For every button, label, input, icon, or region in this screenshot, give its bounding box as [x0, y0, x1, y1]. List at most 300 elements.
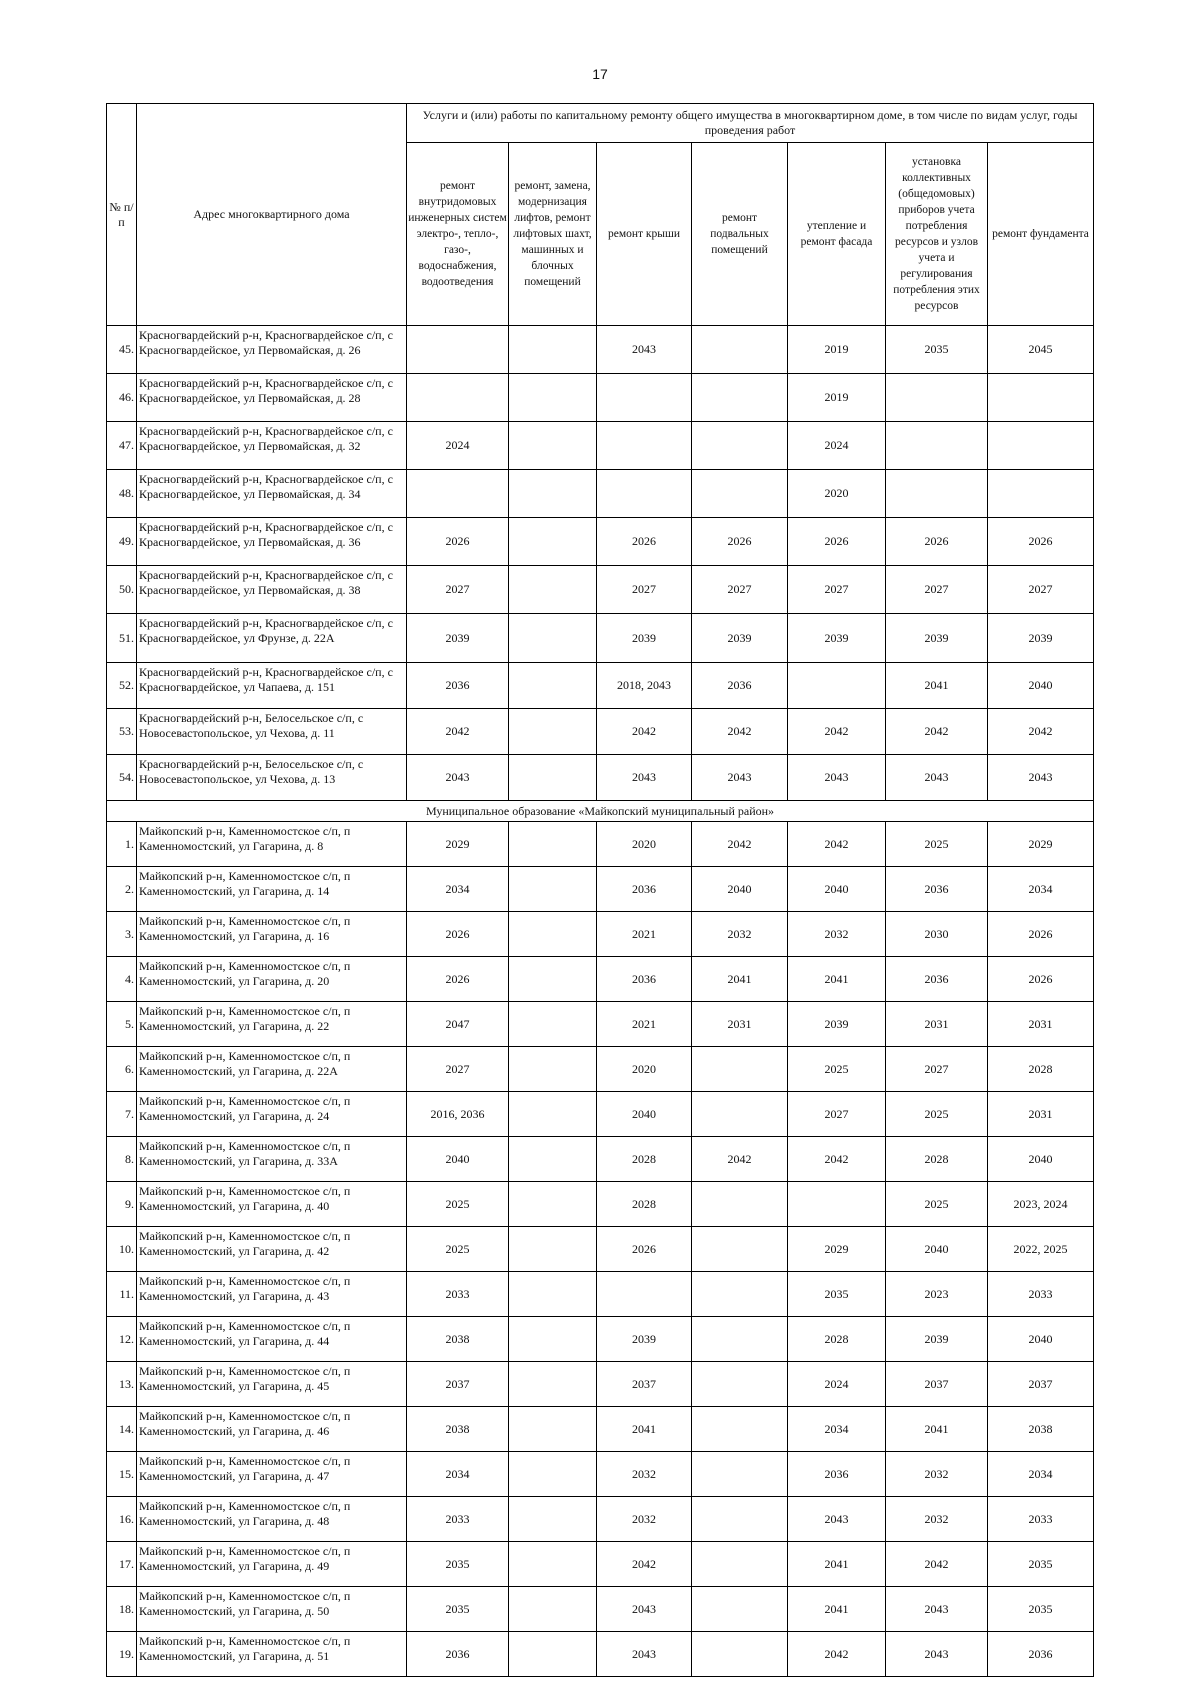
cell-foundation: 2031 — [988, 1002, 1094, 1047]
cell-basement — [692, 1497, 788, 1542]
cell-engineering-systems: 2034 — [407, 1452, 509, 1497]
cell-roof: 2021 — [597, 1002, 692, 1047]
cell-basement: 2042 — [692, 709, 788, 755]
cell-foundation: 2038 — [988, 1407, 1094, 1452]
cell-engineering-systems — [407, 326, 509, 374]
cell-foundation: 2040 — [988, 663, 1094, 709]
section-row — [107, 801, 1094, 822]
row-number: 15. — [107, 1452, 137, 1497]
cell-engineering-systems: 2025 — [407, 1227, 509, 1272]
cell-facade: 2039 — [788, 614, 886, 663]
cell-foundation: 2043 — [988, 755, 1094, 801]
cell-engineering-systems: 2024 — [407, 422, 509, 470]
row-address: Майкопский р-н, Каменномостское с/п, п Каменномостский, ул Гагарина, д. 43 — [137, 1272, 407, 1317]
cell-meters: 2036 — [886, 957, 988, 1002]
cell-elevators — [509, 1407, 597, 1452]
cell-foundation: 2022, 2025 — [988, 1227, 1094, 1272]
cell-basement: 2032 — [692, 912, 788, 957]
row-number: 3. — [107, 912, 137, 957]
header-facade: утепление и ремонт фасада — [788, 143, 886, 326]
cell-basement — [692, 1182, 788, 1227]
cell-roof: 2036 — [597, 867, 692, 912]
cell-meters: 2026 — [886, 518, 988, 566]
table-row — [107, 912, 1094, 957]
cell-engineering-systems: 2026 — [407, 912, 509, 957]
row-address: Красногвардейский р-н, Белосельское с/п, с Новосевастопольское, ул Чехова, д. 13 — [137, 755, 407, 801]
cell-foundation: 2026 — [988, 912, 1094, 957]
cell-basement: 2042 — [692, 822, 788, 867]
cell-basement — [692, 470, 788, 518]
header-basement: ремонт подвальных помещений — [692, 143, 788, 326]
cell-elevators — [509, 1452, 597, 1497]
cell-facade: 2025 — [788, 1047, 886, 1092]
cell-meters: 2032 — [886, 1497, 988, 1542]
table-row — [107, 374, 1094, 422]
cell-facade: 2040 — [788, 867, 886, 912]
table-row — [107, 518, 1094, 566]
cell-facade: 2035 — [788, 1272, 886, 1317]
cell-roof: 2028 — [597, 1137, 692, 1182]
cell-meters: 2037 — [886, 1362, 988, 1407]
cell-meters — [886, 374, 988, 422]
cell-basement: 2042 — [692, 1137, 788, 1182]
row-address: Майкопский р-н, Каменномостское с/п, п Каменномостский, ул Гагарина, д. 42 — [137, 1227, 407, 1272]
cell-foundation: 2040 — [988, 1317, 1094, 1362]
cell-elevators — [509, 957, 597, 1002]
cell-basement — [692, 1092, 788, 1137]
table-row — [107, 1497, 1094, 1542]
row-address: Красногвардейский р-н, Красногвардейское с/п, с Красногвардейское, ул Чапаева, д. 151 — [137, 663, 407, 709]
cell-foundation: 2045 — [988, 326, 1094, 374]
row-number: 52. — [107, 663, 137, 709]
table-row — [107, 1227, 1094, 1272]
header-engineering-systems: ремонт внутридомовых инженерных систем электро-, тепло-, газо-, водоснабжения, водоотведения — [407, 143, 509, 326]
cell-roof: 2020 — [597, 1047, 692, 1092]
cell-foundation: 2035 — [988, 1542, 1094, 1587]
row-address: Майкопский р-н, Каменномостское с/п, п Каменномостский, ул Гагарина, д. 48 — [137, 1497, 407, 1542]
cell-facade: 2042 — [788, 822, 886, 867]
table-row — [107, 1002, 1094, 1047]
cell-roof: 2042 — [597, 709, 692, 755]
cell-elevators — [509, 755, 597, 801]
table-row — [107, 1317, 1094, 1362]
cell-engineering-systems: 2037 — [407, 1362, 509, 1407]
page-number: 17 — [592, 66, 608, 82]
cell-facade: 2024 — [788, 1362, 886, 1407]
row-address: Красногвардейский р-н, Красногвардейское с/п, с Красногвардейское, ул Первомайская, д. 32 — [137, 422, 407, 470]
cell-meters: 2036 — [886, 867, 988, 912]
row-address: Майкопский р-н, Каменномостское с/п, п Каменномостский, ул Гагарина, д. 47 — [137, 1452, 407, 1497]
row-address: Майкопский р-н, Каменномостское с/п, п Каменномостский, ул Гагарина, д. 22А — [137, 1047, 407, 1092]
cell-foundation — [988, 470, 1094, 518]
row-number: 19. — [107, 1632, 137, 1677]
cell-facade: 2034 — [788, 1407, 886, 1452]
cell-meters: 2035 — [886, 326, 988, 374]
row-address: Майкопский р-н, Каменномостское с/п, п Каменномостский, ул Гагарина, д. 33А — [137, 1137, 407, 1182]
cell-facade: 2042 — [788, 1632, 886, 1677]
row-number: 51. — [107, 614, 137, 663]
cell-elevators — [509, 1542, 597, 1587]
cell-elevators — [509, 1317, 597, 1362]
cell-facade: 2043 — [788, 755, 886, 801]
cell-elevators — [509, 1632, 597, 1677]
row-number: 7. — [107, 1092, 137, 1137]
row-address: Красногвардейский р-н, Красногвардейское с/п, с Красногвардейское, ул Первомайская, д. 28 — [137, 374, 407, 422]
row-number: 47. — [107, 422, 137, 470]
cell-engineering-systems: 2036 — [407, 1632, 509, 1677]
cell-basement: 2043 — [692, 755, 788, 801]
cell-basement — [692, 1407, 788, 1452]
cell-meters — [886, 422, 988, 470]
cell-elevators — [509, 614, 597, 663]
row-number: 4. — [107, 957, 137, 1002]
cell-basement — [692, 1047, 788, 1092]
cell-basement: 2036 — [692, 663, 788, 709]
cell-basement — [692, 1272, 788, 1317]
cell-foundation: 2035 — [988, 1587, 1094, 1632]
row-number: 16. — [107, 1497, 137, 1542]
table-row — [107, 326, 1094, 374]
cell-roof: 2026 — [597, 1227, 692, 1272]
cell-basement: 2026 — [692, 518, 788, 566]
cell-engineering-systems: 2042 — [407, 709, 509, 755]
cell-roof: 2018, 2043 — [597, 663, 692, 709]
cell-basement — [692, 1587, 788, 1632]
cell-foundation: 2036 — [988, 1632, 1094, 1677]
cell-engineering-systems: 2047 — [407, 1002, 509, 1047]
table-row — [107, 1407, 1094, 1452]
cell-elevators — [509, 1587, 597, 1632]
table-row — [107, 822, 1094, 867]
table-row — [107, 470, 1094, 518]
cell-basement — [692, 374, 788, 422]
row-address: Майкопский р-н, Каменномостское с/п, п Каменномостский, ул Гагарина, д. 44 — [137, 1317, 407, 1362]
cell-basement — [692, 422, 788, 470]
cell-basement: 2039 — [692, 614, 788, 663]
cell-basement — [692, 326, 788, 374]
row-number: 17. — [107, 1542, 137, 1587]
cell-basement — [692, 1452, 788, 1497]
row-address: Красногвардейский р-н, Красногвардейское с/п, с Красногвардейское, ул Первомайская, д. 26 — [137, 326, 407, 374]
cell-foundation: 2037 — [988, 1362, 1094, 1407]
cell-facade: 2043 — [788, 1497, 886, 1542]
cell-roof — [597, 1272, 692, 1317]
cell-engineering-systems: 2039 — [407, 614, 509, 663]
cell-foundation: 2033 — [988, 1497, 1094, 1542]
cell-elevators — [509, 822, 597, 867]
cell-roof: 2043 — [597, 755, 692, 801]
cell-elevators — [509, 1272, 597, 1317]
table-row — [107, 1542, 1094, 1587]
cell-meters: 2043 — [886, 755, 988, 801]
cell-elevators — [509, 663, 597, 709]
cell-roof: 2027 — [597, 566, 692, 614]
table-row — [107, 1092, 1094, 1137]
cell-elevators — [509, 422, 597, 470]
cell-facade: 2026 — [788, 518, 886, 566]
row-number: 1. — [107, 822, 137, 867]
cell-roof: 2043 — [597, 1632, 692, 1677]
cell-meters: 2041 — [886, 1407, 988, 1452]
table-row — [107, 1137, 1094, 1182]
cell-foundation: 2026 — [988, 957, 1094, 1002]
row-number: 50. — [107, 566, 137, 614]
row-number: 11. — [107, 1272, 137, 1317]
cell-foundation: 2042 — [988, 709, 1094, 755]
table-row — [107, 1362, 1094, 1407]
section-title: Муниципальное образование «Майкопский муниципальный район» — [107, 801, 1094, 822]
cell-meters: 2042 — [886, 709, 988, 755]
cell-engineering-systems: 2034 — [407, 867, 509, 912]
header-foundation: ремонт фундамента — [988, 143, 1094, 326]
cell-engineering-systems: 2040 — [407, 1137, 509, 1182]
cell-foundation: 2026 — [988, 518, 1094, 566]
cell-roof: 2039 — [597, 614, 692, 663]
cell-basement: 2031 — [692, 1002, 788, 1047]
cell-elevators — [509, 1092, 597, 1137]
row-address: Майкопский р-н, Каменномостское с/п, п Каменномостский, ул Гагарина, д. 24 — [137, 1092, 407, 1137]
cell-basement: 2041 — [692, 957, 788, 1002]
cell-engineering-systems: 2035 — [407, 1542, 509, 1587]
table-row — [107, 1272, 1094, 1317]
cell-engineering-systems: 2029 — [407, 822, 509, 867]
row-number: 5. — [107, 1002, 137, 1047]
cell-meters: 2031 — [886, 1002, 988, 1047]
cell-roof: 2036 — [597, 957, 692, 1002]
row-address: Красногвардейский р-н, Белосельское с/п, с Новосевастопольское, ул Чехова, д. 11 — [137, 709, 407, 755]
cell-elevators — [509, 912, 597, 957]
cell-facade: 2020 — [788, 470, 886, 518]
table-row — [107, 709, 1094, 755]
cell-foundation: 2023, 2024 — [988, 1182, 1094, 1227]
cell-basement — [692, 1632, 788, 1677]
cell-foundation: 2040 — [988, 1137, 1094, 1182]
cell-meters: 2028 — [886, 1137, 988, 1182]
cell-basement — [692, 1362, 788, 1407]
cell-elevators — [509, 518, 597, 566]
cell-elevators — [509, 709, 597, 755]
table-row — [107, 1587, 1094, 1632]
row-number: 13. — [107, 1362, 137, 1407]
cell-roof: 2026 — [597, 518, 692, 566]
cell-engineering-systems: 2026 — [407, 957, 509, 1002]
cell-facade: 2024 — [788, 422, 886, 470]
row-address: Красногвардейский р-н, Красногвардейское с/п, с Красногвардейское, ул Фрунзе, д. 22А — [137, 614, 407, 663]
row-address: Майкопский р-н, Каменномостское с/п, п Каменномостский, ул Гагарина, д. 20 — [137, 957, 407, 1002]
row-number: 54. — [107, 755, 137, 801]
cell-facade: 2041 — [788, 957, 886, 1002]
cell-foundation: 2039 — [988, 614, 1094, 663]
cell-foundation: 2033 — [988, 1272, 1094, 1317]
row-number: 8. — [107, 1137, 137, 1182]
cell-basement: 2027 — [692, 566, 788, 614]
cell-elevators — [509, 374, 597, 422]
cell-meters: 2030 — [886, 912, 988, 957]
row-number: 48. — [107, 470, 137, 518]
cell-foundation — [988, 374, 1094, 422]
header-address: Адрес многоквартирного дома — [137, 104, 407, 326]
cell-meters: 2025 — [886, 1092, 988, 1137]
cell-roof: 2020 — [597, 822, 692, 867]
cell-engineering-systems: 2033 — [407, 1497, 509, 1542]
cell-meters: 2025 — [886, 822, 988, 867]
cell-elevators — [509, 326, 597, 374]
row-number: 6. — [107, 1047, 137, 1092]
cell-basement — [692, 1227, 788, 1272]
cell-roof: 2043 — [597, 1587, 692, 1632]
cell-meters: 2025 — [886, 1182, 988, 1227]
cell-facade: 2042 — [788, 709, 886, 755]
cell-meters: 2043 — [886, 1632, 988, 1677]
cell-elevators — [509, 1137, 597, 1182]
cell-foundation: 2028 — [988, 1047, 1094, 1092]
row-address: Красногвардейский р-н, Красногвардейское с/п, с Красногвардейское, ул Первомайская, д. 38 — [137, 566, 407, 614]
cell-meters: 2041 — [886, 663, 988, 709]
cell-engineering-systems: 2033 — [407, 1272, 509, 1317]
cell-roof: 2041 — [597, 1407, 692, 1452]
row-number: 14. — [107, 1407, 137, 1452]
cell-facade — [788, 1182, 886, 1227]
row-address: Майкопский р-н, Каменномостское с/п, п Каменномостский, ул Гагарина, д. 51 — [137, 1632, 407, 1677]
cell-facade: 2041 — [788, 1587, 886, 1632]
cell-facade — [788, 663, 886, 709]
cell-elevators — [509, 1047, 597, 1092]
table-row — [107, 566, 1094, 614]
row-address: Красногвардейский р-н, Красногвардейское с/п, с Красногвардейское, ул Первомайская, д. 36 — [137, 518, 407, 566]
row-number: 12. — [107, 1317, 137, 1362]
row-number: 2. — [107, 867, 137, 912]
row-address: Майкопский р-н, Каменномостское с/п, п Каменномостский, ул Гагарина, д. 16 — [137, 912, 407, 957]
cell-elevators — [509, 566, 597, 614]
cell-facade: 2039 — [788, 1002, 886, 1047]
cell-meters: 2023 — [886, 1272, 988, 1317]
row-address: Майкопский р-н, Каменномостское с/п, п Каменномостский, ул Гагарина, д. 49 — [137, 1542, 407, 1587]
table-row — [107, 422, 1094, 470]
row-number: 45. — [107, 326, 137, 374]
cell-roof — [597, 470, 692, 518]
cell-engineering-systems: 2027 — [407, 566, 509, 614]
cell-elevators — [509, 867, 597, 912]
cell-elevators — [509, 1182, 597, 1227]
cell-meters: 2027 — [886, 1047, 988, 1092]
cell-facade: 2027 — [788, 1092, 886, 1137]
cell-facade: 2032 — [788, 912, 886, 957]
table-row — [107, 1182, 1094, 1227]
row-number: 49. — [107, 518, 137, 566]
cell-roof — [597, 422, 692, 470]
table-row — [107, 867, 1094, 912]
cell-engineering-systems — [407, 374, 509, 422]
row-address: Майкопский р-н, Каменномостское с/п, п Каменномостский, ул Гагарина, д. 8 — [137, 822, 407, 867]
cell-engineering-systems: 2025 — [407, 1182, 509, 1227]
row-address: Майкопский р-н, Каменномостское с/п, п Каменномостский, ул Гагарина, д. 50 — [137, 1587, 407, 1632]
cell-roof: 2040 — [597, 1092, 692, 1137]
cell-foundation: 2029 — [988, 822, 1094, 867]
row-address: Майкопский р-н, Каменномостское с/п, п Каменномостский, ул Гагарина, д. 46 — [137, 1407, 407, 1452]
cell-roof: 2042 — [597, 1542, 692, 1587]
row-address: Майкопский р-н, Каменномостское с/п, п Каменномостский, ул Гагарина, д. 22 — [137, 1002, 407, 1047]
cell-engineering-systems: 2043 — [407, 755, 509, 801]
cell-foundation — [988, 422, 1094, 470]
header-group: Услуги и (или) работы по капитальному ремонту общего имущества в многоквартирном доме, в том числе по видам услуг, годы проведения работ — [407, 104, 1094, 143]
cell-facade: 2029 — [788, 1227, 886, 1272]
cell-facade: 2019 — [788, 374, 886, 422]
cell-meters: 2032 — [886, 1452, 988, 1497]
cell-meters: 2040 — [886, 1227, 988, 1272]
cell-meters: 2043 — [886, 1587, 988, 1632]
row-number: 10. — [107, 1227, 137, 1272]
cell-facade: 2036 — [788, 1452, 886, 1497]
cell-roof: 2043 — [597, 326, 692, 374]
cell-meters: 2039 — [886, 614, 988, 663]
row-number: 53. — [107, 709, 137, 755]
cell-facade: 2041 — [788, 1542, 886, 1587]
cell-engineering-systems: 2026 — [407, 518, 509, 566]
cell-roof: 2021 — [597, 912, 692, 957]
table-row — [107, 1632, 1094, 1677]
row-address: Майкопский р-н, Каменномостское с/п, п Каменномостский, ул Гагарина, д. 14 — [137, 867, 407, 912]
table-row — [107, 957, 1094, 1002]
row-address: Красногвардейский р-н, Красногвардейское с/п, с Красногвардейское, ул Первомайская, д. 34 — [137, 470, 407, 518]
cell-elevators — [509, 1227, 597, 1272]
cell-meters — [886, 470, 988, 518]
row-number: 9. — [107, 1182, 137, 1227]
cell-facade: 2028 — [788, 1317, 886, 1362]
row-number: 46. — [107, 374, 137, 422]
cell-elevators — [509, 1002, 597, 1047]
cell-facade: 2042 — [788, 1137, 886, 1182]
cell-foundation: 2031 — [988, 1092, 1094, 1137]
cell-foundation: 2034 — [988, 867, 1094, 912]
table-row — [107, 663, 1094, 709]
cell-elevators — [509, 1362, 597, 1407]
cell-roof — [597, 374, 692, 422]
cell-engineering-systems — [407, 470, 509, 518]
row-address: Майкопский р-н, Каменномостское с/п, п Каменномостский, ул Гагарина, д. 40 — [137, 1182, 407, 1227]
cell-basement — [692, 1317, 788, 1362]
cell-elevators — [509, 470, 597, 518]
cell-foundation: 2034 — [988, 1452, 1094, 1497]
row-number: 18. — [107, 1587, 137, 1632]
cell-meters: 2027 — [886, 566, 988, 614]
cell-engineering-systems: 2027 — [407, 1047, 509, 1092]
cell-engineering-systems: 2038 — [407, 1317, 509, 1362]
table-row — [107, 614, 1094, 663]
header-meters: установка коллективных (общедомовых) приборов учета потребления ресурсов и узлов учета и регулирования потребления этих ресурсов — [886, 143, 988, 326]
cell-engineering-systems: 2016, 2036 — [407, 1092, 509, 1137]
row-address: Майкопский р-н, Каменномостское с/п, п Каменномостский, ул Гагарина, д. 45 — [137, 1362, 407, 1407]
cell-meters: 2039 — [886, 1317, 988, 1362]
cell-facade: 2019 — [788, 326, 886, 374]
cell-roof: 2032 — [597, 1497, 692, 1542]
capital-repair-table — [106, 103, 1094, 1677]
cell-elevators — [509, 1497, 597, 1542]
cell-roof: 2032 — [597, 1452, 692, 1497]
table-row — [107, 1452, 1094, 1497]
cell-basement: 2040 — [692, 867, 788, 912]
cell-facade: 2027 — [788, 566, 886, 614]
cell-engineering-systems: 2035 — [407, 1587, 509, 1632]
cell-roof: 2037 — [597, 1362, 692, 1407]
table-row — [107, 1047, 1094, 1092]
cell-foundation: 2027 — [988, 566, 1094, 614]
cell-meters: 2042 — [886, 1542, 988, 1587]
cell-basement — [692, 1542, 788, 1587]
cell-roof: 2028 — [597, 1182, 692, 1227]
cell-engineering-systems: 2036 — [407, 663, 509, 709]
table-row — [107, 755, 1094, 801]
header-roof: ремонт крыши — [597, 143, 692, 326]
